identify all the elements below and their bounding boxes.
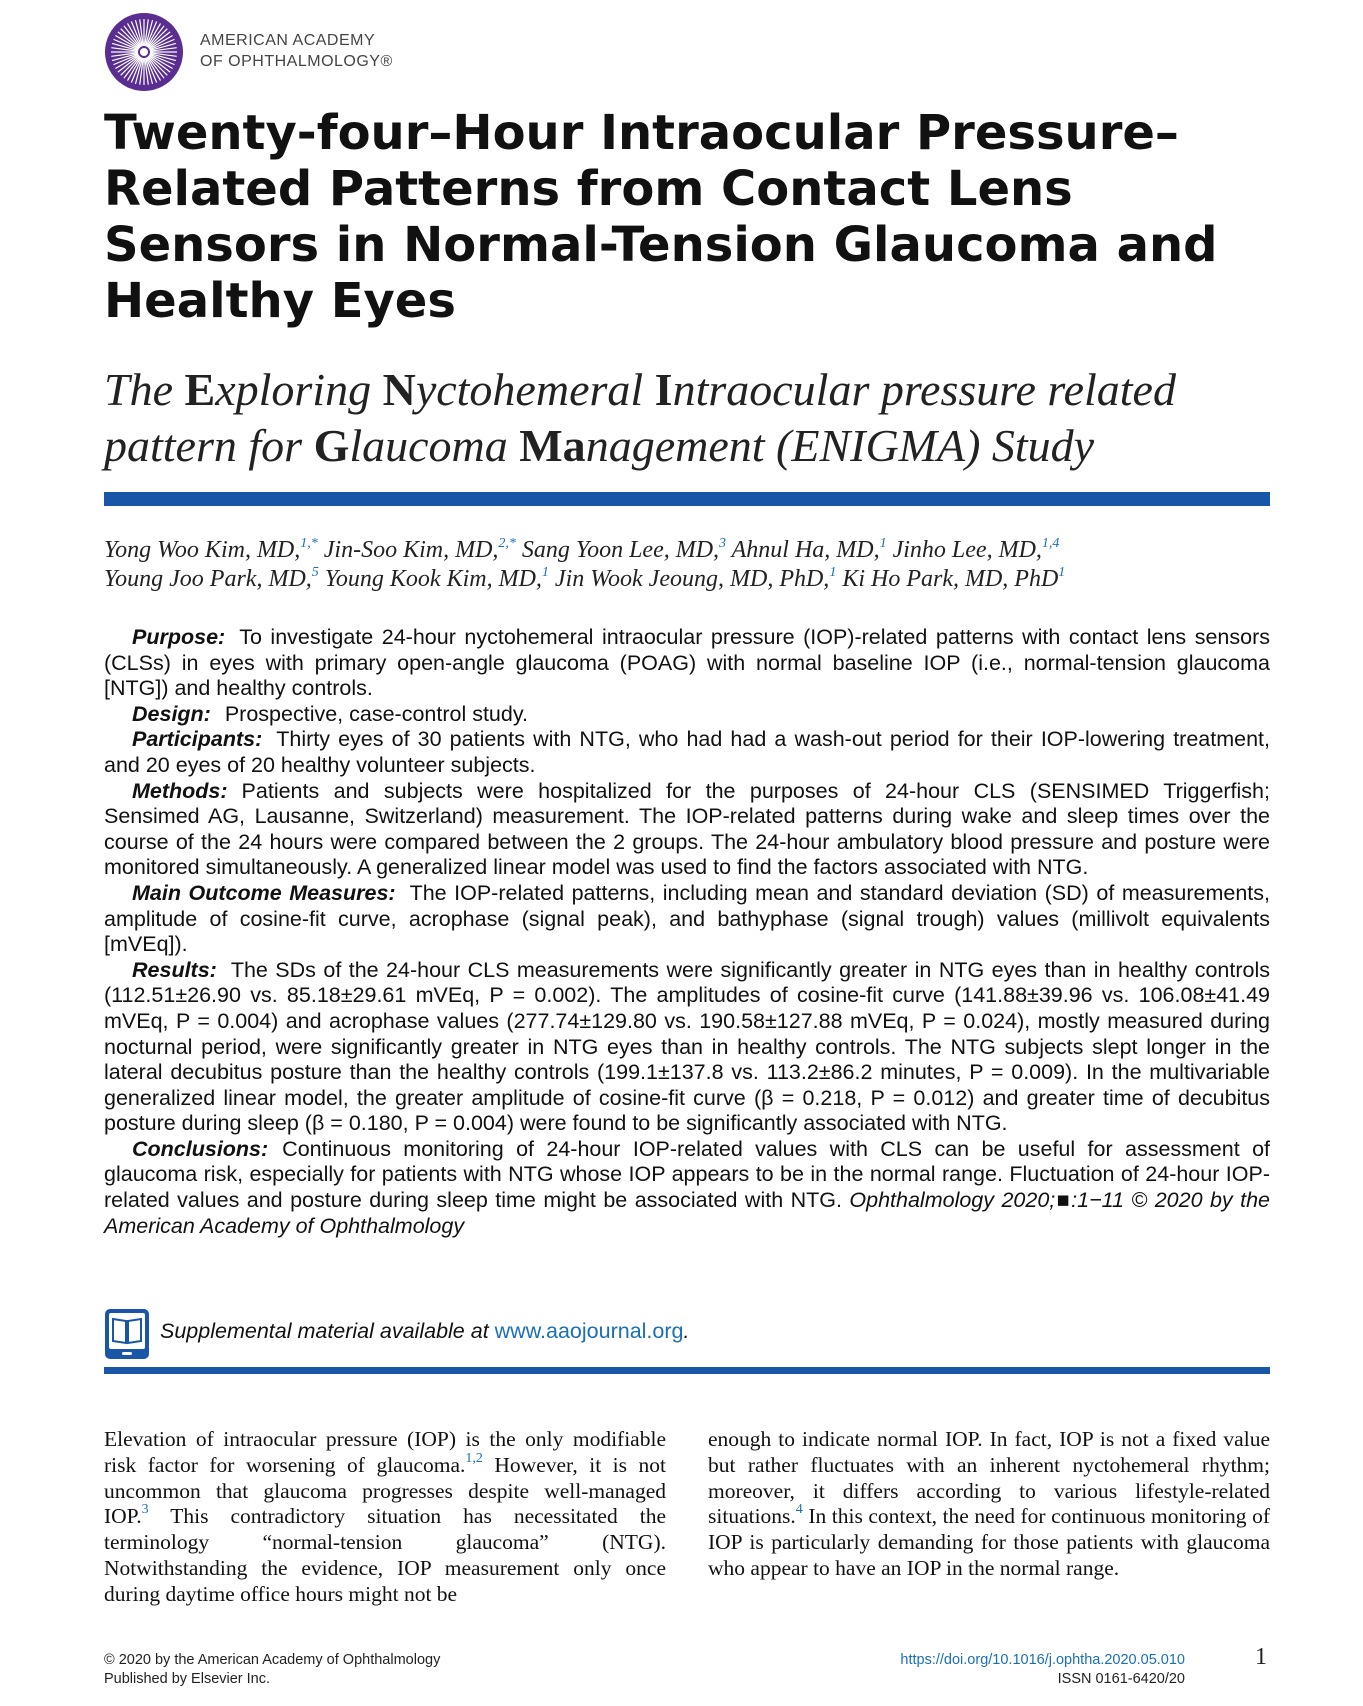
citation-ref[interactable]: 3	[141, 1502, 149, 1518]
affiliation-ref[interactable]: 1	[1058, 565, 1066, 580]
affiliation-ref[interactable]: 3	[719, 536, 727, 551]
doi-link[interactable]: https://doi.org/10.1016/j.ophtha.2020.05.010	[900, 1652, 1185, 1668]
article-subtitle: The Exploring Nyctohemeral Intraocular pressure related pattern for Glaucoma Management (ENIGMA) Study	[104, 364, 1176, 471]
author: Ki Ho Park, MD, PhD$^1$	[842, 565, 1066, 592]
journal-link[interactable]: www.aaojournal.org	[494, 1319, 684, 1343]
abstract-conclusions: Conclusions: Continuous monitoring of 24-hour IOP-related values with CLS can be useful for assessment of glaucoma risk, especially for patients with NTG whose IOP appears to be in the normal range. Fluctuation of 24-hour IOP-related values and posture during sleep time might be associated with NTG. Ophthalmology 2020;■:1−11 © 2020 by the American Academy of Ophthalmology	[104, 1136, 1271, 1238]
article-title: Twenty-four–Hour Intraocular Pressure–Related Patterns from Contact Lens Sensors in Normal-Tension Glaucoma and Healthy Eyes	[104, 105, 1218, 329]
author: Young Kook Kim, MD,$^1$	[324, 565, 549, 592]
affiliation-ref[interactable]: 1	[541, 565, 549, 580]
abstract-results: Results: The SDs of the 24-hour CLS measurements were significantly greater in NTG eyes than in healthy controls (112.51±26.90 vs. 85.18±29.61 mVEq, P = 0.002). The amplitudes of cosine-fit curve (141.88±39.96 vs. 106.08±41.49 mVEq, P = 0.004) and acrophase values (277.74±129.80 vs. 190.58±127.88 mVEq, P = 0.024), mostly measured during nocturnal period, were significantly greater in NTG eyes than in healthy controls. The NTG subjects slept longer in the lateral decubitus posture than the healthy controls (199.1±137.8 vs. 113.2±86.2 minutes, P = 0.009). In the multivariable generalized linear model, the greater amplitude of cosine-fit curve (β = 0.218, P = 0.012) and greater time of decubitus posture during sleep (β = 0.180, P = 0.004) were found to be significantly associated with NTG.	[104, 957, 1270, 1136]
aao-starburst-logo	[104, 12, 184, 92]
publisher: Published by Elsevier Inc.	[104, 1671, 271, 1687]
abstract-methods: Methods: Patients and subjects were hospitalized for the purposes of 24-hour CLS (SENSIMED Triggerfish; Sensimed AG, Lausanne, Switzerland) measurement. The IOP-related patterns during wake and sleep times over the course of the 24 hours were compared between the 2 groups. The 24-hour ambulatory blood pressure and posture were monitored simultaneously. A generalized linear model was used to find the factors associated with NTG.	[104, 778, 1270, 880]
abstract-participants: Participants: Thirty eyes of 30 patients with NTG, who had had a wash-out period for their IOP-lowering treatment, and 20 eyes of 20 healthy volunteer subjects.	[104, 727, 1270, 777]
author: Ahnul Ha, MD,$^1$	[731, 536, 887, 563]
copyright: © 2020 by the American Academy of Ophthalmology	[104, 1652, 441, 1668]
author-list	[104, 536, 1274, 594]
org-line-2: OF OPHTHALMOLOGY®	[200, 53, 393, 70]
book-icon	[104, 1308, 150, 1360]
org-line-1: AMERICAN ACADEMY	[200, 32, 376, 49]
affiliation-ref[interactable]: 5	[311, 565, 319, 580]
author: Young Joo Park, MD,$^5$	[104, 565, 319, 592]
affiliation-ref[interactable]: 2,*	[498, 536, 516, 551]
affiliation-ref[interactable]: 1,*	[300, 536, 318, 551]
author: Sang Yoon Lee, MD,$^3$	[521, 536, 727, 563]
abstract	[104, 625, 1270, 1239]
author: Jin-Soo Kim, MD,$^{2,*}$	[323, 536, 516, 563]
body-column-left: Elevation of intraocular pressure (IOP) is the only modifiable risk factor for worsening of glaucoma.$^{1,2}$ However, it is not uncommon that glaucoma progresses despite well-managed IOP.$^3$ This contradictory situation has necessitated the terminology “normal-tension glaucoma” (NTG). Notwithstanding the evidence, IOP measurement only once during daytime office hours might not be	[104, 1427, 666, 1606]
author: Jin Wook Jeoung, MD, PhD,$^1$	[554, 565, 837, 592]
abstract-purpose: Purpose: To investigate 24-hour nyctohemeral intraocular pressure (IOP)-related patterns with contact lens sensors (CLSs) in eyes with primary open-angle glaucoma (POAG) with normal baseline IOP (i.e., normal-tension glaucoma [NTG]) and healthy controls.	[104, 625, 1270, 701]
body-column-right: enough to indicate normal IOP. In fact, IOP is not a fixed value but rather fluctuates with an inherent nyctohemeral rhythm; moreover, it differs according to various lifestyle-related situations.$^4$ In this context, the need for continuous monitoring of IOP is particularly demanding for those patients with glaucoma who appear to have an IOP in the normal range.	[708, 1427, 1270, 1580]
supplemental-note: Supplemental material available at www.aaojournal.org.	[160, 1319, 690, 1343]
affiliation-ref[interactable]: 1	[829, 565, 837, 580]
page-number: 1	[1255, 1644, 1267, 1670]
footer-right	[800, 1651, 1185, 1689]
affiliation-ref[interactable]: 1	[879, 536, 887, 551]
citation-ref[interactable]: 4	[795, 1502, 803, 1518]
header-divider	[104, 492, 1270, 506]
issn: ISSN 0161-6420/20	[1057, 1671, 1185, 1687]
citation-ref[interactable]: 1,2	[465, 1450, 483, 1466]
author: Yong Woo Kim, MD,$^{1,*}$	[104, 536, 318, 563]
citation: Ophthalmology 2020;■:1−11 © 2020 by the American Academy of Ophthalmology	[104, 1188, 1271, 1238]
abstract-design: Design: Prospective, case-control study.	[132, 701, 528, 726]
abstract-divider	[104, 1367, 1270, 1374]
organization-name	[200, 30, 393, 72]
author: Jinho Lee, MD,$^{1,4}$	[892, 536, 1060, 563]
abstract-outcome-measures: Main Outcome Measures: The IOP-related patterns, including mean and standard deviation (SD) of measurements, amplitude of cosine-fit curve, acrophase (signal peak), and bathyphase (signal trough) values (millivolt equivalents [mVEq]).	[104, 880, 1270, 957]
affiliation-ref[interactable]: 1,4	[1041, 536, 1060, 551]
footer-left	[104, 1651, 440, 1689]
